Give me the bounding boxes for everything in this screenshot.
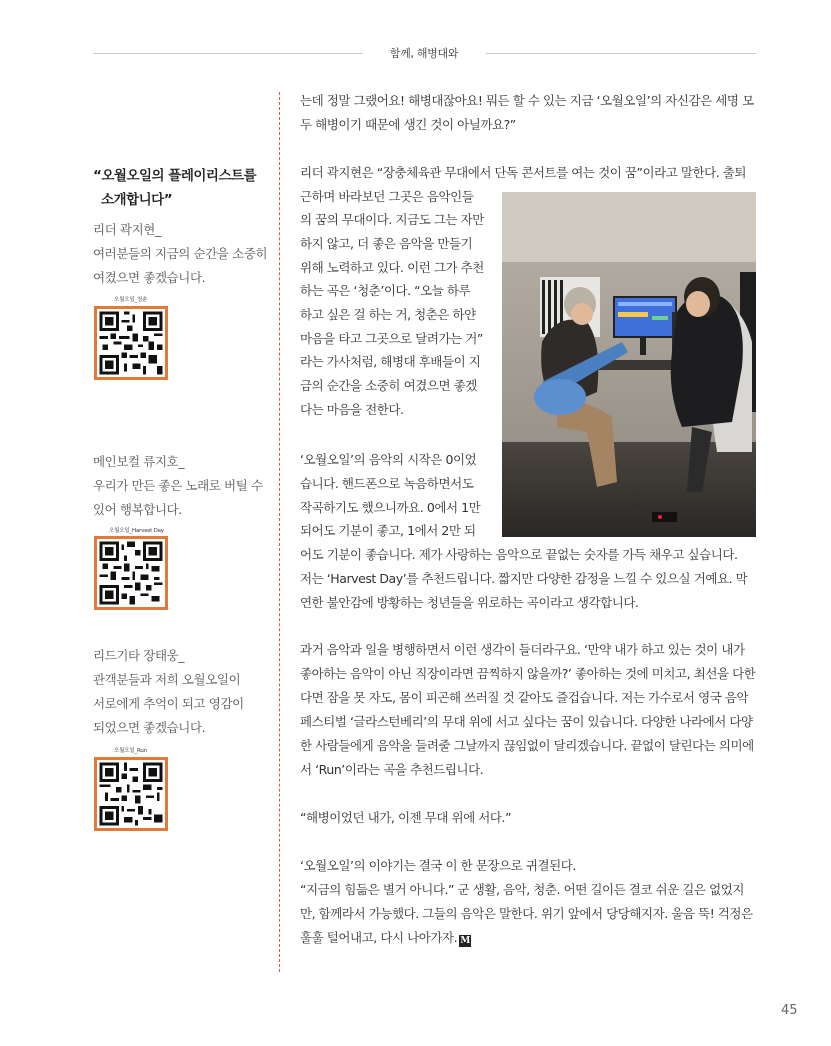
paragraph-line: 마음을 타고 그곳으로 달려가는 거” <box>300 331 483 346</box>
paragraph-line: 하지 않고, 더 좋은 음악을 만들기 <box>300 236 473 251</box>
paragraph-line: 저는 ‘Harvest Day’를 추천드립니다. 짧지만 다양한 감정을 느낄 수 있으실 거예요. 막 <box>300 571 748 586</box>
member-comment <box>93 474 271 522</box>
member-comment <box>93 668 271 740</box>
paragraph-line: 만, 함께라서 가능했다. 그들의 음악은 말한다. 위기 앞에서 당당해지자. 울음 뚝! 걱정은 <box>300 906 753 921</box>
qr-code-icon <box>97 760 165 828</box>
qr-caption: 오월오일_Run <box>114 748 147 754</box>
member-name: 메인보컬 류지호_ <box>93 454 185 469</box>
member-comment-line: 되었으면 좋겠습니다. <box>93 720 206 735</box>
member-comment-line: 있어 행복합니다. <box>93 502 182 517</box>
qr-code-cheongchun[interactable] <box>94 306 168 380</box>
qr-caption: 오월오일_청춘 <box>114 297 148 303</box>
paragraph-line: 습니다. 핸드폰으로 녹음하면서도 <box>300 476 474 491</box>
paragraph-line: 작곡하기도 했으니까요. 0에서 1만 <box>300 500 481 515</box>
paragraph-line: 하고 싶은 걸 하는 거, 청춘은 하얀 <box>300 307 476 322</box>
paragraph-line: 위해 노력하고 있다. 이런 그가 추천 <box>300 260 484 275</box>
paragraph-line: 리더 곽지현은 “장충체육관 무대에서 단독 콘서트를 여는 것이 꿈”이라고 말한다. 출퇴 <box>300 165 747 180</box>
studio-photo <box>502 192 756 537</box>
sidebar-title <box>93 164 268 212</box>
sidebar-title-line: “오월오일의 플레이리스트를 <box>93 168 257 184</box>
paragraph-line: “지금의 힘듦은 별거 아니다.” 군 생활, 음악, 청춘. 어떤 길이든 결코 쉬운 길은 없었지 <box>300 882 744 897</box>
end-mark-icon: M <box>460 936 470 946</box>
member-name: 리더 곽지현_ <box>93 222 161 237</box>
paragraph-line: 다는 마음을 전한다. <box>300 402 404 417</box>
paragraph-line: 는데 정말 그랬어요! 해병대잖아요! 뭐든 할 수 있는 지금 ‘오월오일’의 자신감은 세명 모 <box>300 93 754 108</box>
paragraph-line: 두 해병이기 때문에 생긴 것이 아닐까요?” <box>300 117 516 132</box>
qr-code-run[interactable] <box>94 757 168 831</box>
member-comment-line: 관객분들과 저희 오월오일이 <box>93 672 241 687</box>
member-comment <box>93 242 271 290</box>
paragraph-line: 라는 가사처럼, 해병대 후배들이 지 <box>300 354 481 369</box>
paragraph-line: 되어도 기분이 좋고, 1에서 2만 되 <box>300 523 476 538</box>
paragraph-line: 한 사람들에게 음악을 들려줄 그날까지 끊임없이 달리겠습니다. 끝없이 달린다는 의미에 <box>300 738 754 753</box>
paragraph-line: 근하며 바라보던 그곳은 음악인들 <box>300 189 474 204</box>
page-number: 45 <box>781 1003 798 1018</box>
paragraph-line: 하는 곡은 ‘청춘’이다. “오늘 하루 <box>300 283 471 298</box>
member-comment-line: 여겼으면 좋겠습니다. <box>93 270 206 285</box>
paragraph-line <box>300 926 471 950</box>
header-rule-left <box>93 53 363 54</box>
paragraph-line: 의 꿈의 무대이다. 지금도 그는 자만 <box>300 212 484 227</box>
paragraph-line: ‘오월오일’의 이야기는 결국 이 한 문장으로 귀결된다. <box>300 858 576 873</box>
member-comment-line: 우리가 만든 좋은 노래로 버틸 수 <box>93 478 263 493</box>
quote-line: “해병이었던 내가, 이젠 무대 위에 서다.” <box>300 810 512 825</box>
qr-code-icon <box>97 309 165 377</box>
paragraph-line: ‘오월오일’의 음악의 시작은 0이었 <box>300 452 477 467</box>
column-divider <box>279 92 280 972</box>
paragraph-line: 어도 기분이 좋습니다. 제가 사랑하는 음악으로 끝없는 숫자를 가득 채우고 싶습니다. <box>300 547 738 562</box>
section-title: 함께, 해병대와 <box>389 47 459 60</box>
qr-caption: 오월오일_Harvest Day <box>109 528 164 534</box>
sidebar-title-line: 소개합니다” <box>101 192 173 208</box>
studio-photo-image <box>502 192 756 537</box>
paragraph-line: 서 ‘Run’이라는 곡을 추천드립니다. <box>300 762 484 777</box>
paragraph-line: 금의 순간을 소중히 여겼으면 좋겠 <box>300 378 477 393</box>
paragraph-line: 연한 불안감에 방황하는 청년들을 위로하는 곡이라고 생각합니다. <box>300 595 639 610</box>
header-rule-right <box>486 53 756 54</box>
qr-code-harvest-day[interactable] <box>94 536 168 610</box>
paragraph-line: 좋아하는 음악이 아닌 직장이라면 끔찍하지 않을까?’ 좋아하는 것에 미치고, 최선을 다한 <box>300 666 756 681</box>
member-comment-line: 여러분들의 지금의 순간을 소중히 <box>93 246 268 261</box>
paragraph-line: 다면 잠을 못 자도, 몸이 피곤해 쓰러질 것 같아도 즐겁습니다. 저는 가수로서 영국 음악 <box>300 690 749 705</box>
paragraph-line: 과거 음악과 일을 병행하면서 이런 생각이 들더라구요. ‘만약 내가 하고 있는 것이 내가 <box>300 642 745 657</box>
member-comment-line: 서로에게 추억이 되고 영감이 <box>93 696 244 711</box>
paragraph-line-text: 훌훌 털어내고, 다시 나아가자. <box>300 930 458 945</box>
qr-code-icon <box>97 539 165 607</box>
member-name: 리드기타 장태웅_ <box>93 648 185 663</box>
paragraph-line: 페스티벌 ‘글라스턴베리’의 무대 위에 서고 싶다는 꿈이 있습니다. 다양한 나라에서 다양 <box>300 714 753 729</box>
